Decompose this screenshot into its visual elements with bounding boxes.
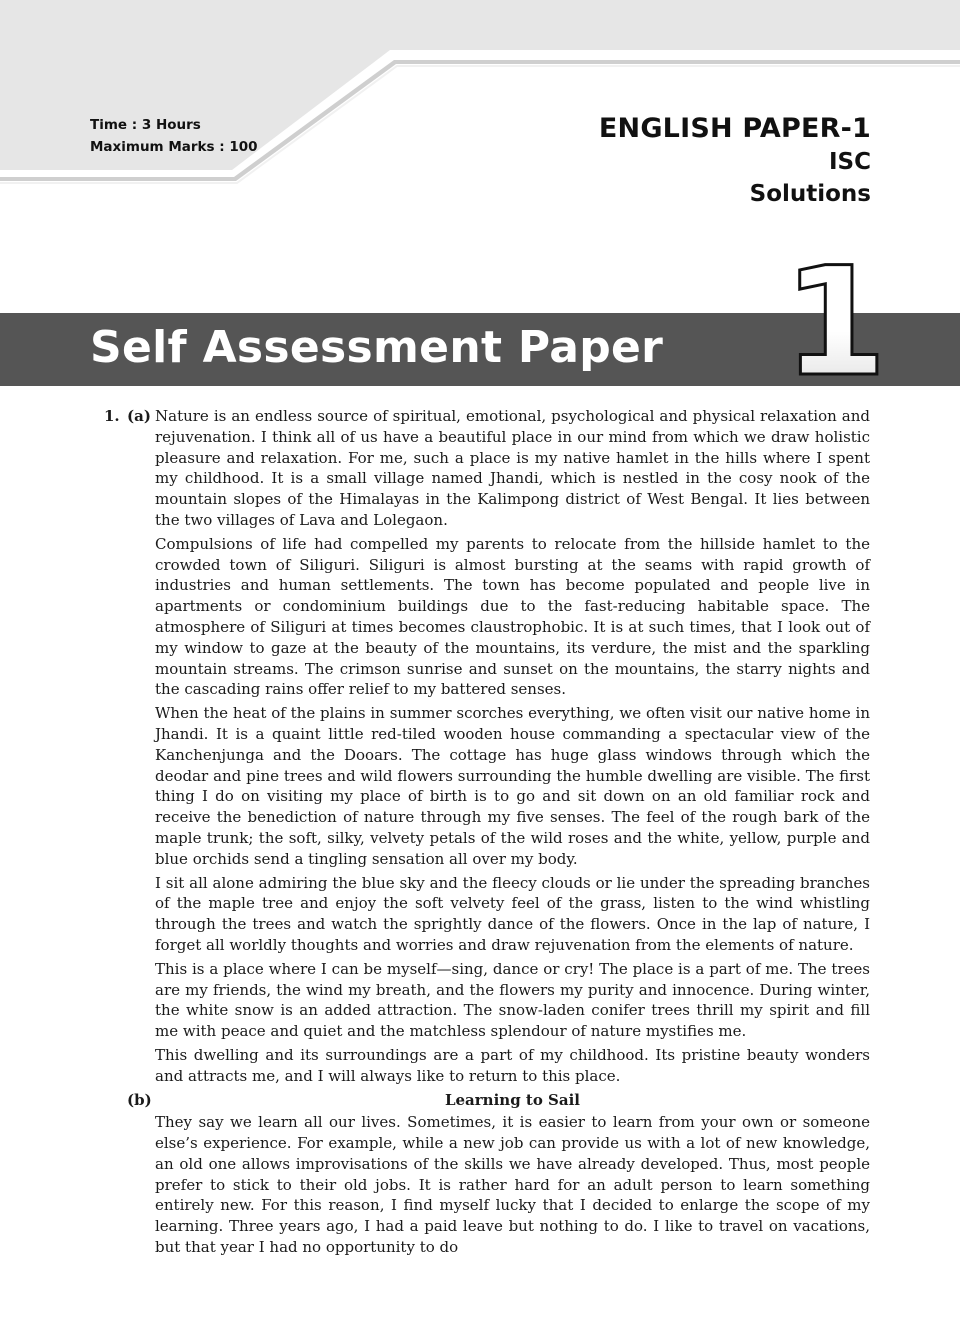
paragraph: When the heat of the plains in summer scorches everything, we often visit our native home in Jhandi. It is a quaint little red-tiled wooden house commanding a spectacular view of the Kanchenjunga and the Dooars. The cottage has huge glass windows through which the deodar and pine trees and wild flowers surrounding the humble dwelling are visible. The first thing I do on visiting my place of birth is to go and sit down on an old familiar rock and receive the benediction of nature through my five senses. The feel of the rough bark of the maple trunk; the soft, silky, velvety petals of the wild roses and the white, yellow, purple and blue orchids send a tingling sensation all over my body. bbox=[155, 704, 870, 868]
subject-title: ENGLISH PAPER-1 bbox=[598, 113, 871, 144]
paragraph: They say we learn all our lives. Sometimes, it is easier to learn from your own or someone else’s experience. For example, while a new job can provide us with a lot of new knowledge, an old one allows improvisations of the skills we have already developed. Thus, most people prefer to stick to their old jobs. It is rather hard for an adult person to learn something entirely new. For this reason, I find myself lucky that I decided to enlarge the scope of my learning. Three years ago, I had a paid leave but nothing to do. I like to travel on vacations, but that year I had no opportunity to do bbox=[155, 1113, 870, 1257]
paper-number bbox=[782, 236, 888, 410]
paragraph: Compulsions of life had compelled my parents to relocate from the hillside hamlet to the crowded town of Siliguri. Siliguri is almost bursting at the seams with rapid growth of industries and human settlements. The town has become populated and people live in apartments or condominium buildings due to the fast-reducing habitable space. The atmosphere of Siliguri at times becomes claustrophobic. It is at such times, that I look out of my window to gaze at the beauty of the mountains, its verdure, the mist and the sparkling mountain streams. The crimson sunrise and sunset on the mountains, the starry nights and the cascading rains offer relief to my battered senses. bbox=[155, 534, 870, 699]
paper-titles bbox=[599, 112, 871, 210]
paragraph: Nature is an endless source of spiritual, emotional, psychological and physical relaxation and rejuvenation. I think all of us have a beautiful place in our mind from which we draw holistic pleasure and relaxation. For me, such a place is my native hamlet in the hills where I spent my childhood. It is a small village named Jhandi, which is nestled in the cosy nook of the mountain slopes of the Himalayas in the Kalimpong district of West Bengal. It lies between the two villages of Lava and Lolegaon. bbox=[155, 407, 870, 529]
paragraph: I sit all alone admiring the blue sky and the fleecy clouds or lie under the spreading branches of the maple tree and enjoy the soft velvety feel of the grass, listen to the wind whistling through the trees and watch the sprightly dance of the flowers. Once in the lap of nature, I forget all worldly thoughts and worries and draw rejuvenation from the elements of nature. bbox=[155, 873, 870, 954]
svg-text:1: 1 bbox=[782, 236, 888, 410]
part-b-label: (b) bbox=[127, 1090, 152, 1109]
page-title: Self Assessment Paper bbox=[90, 322, 664, 373]
essay-heading: Learning to Sail bbox=[444, 1090, 581, 1109]
question-1-part-a bbox=[100, 406, 870, 1087]
question-number: 1. bbox=[104, 407, 120, 425]
exam-meta bbox=[90, 114, 258, 158]
time-label: Time : 3 Hours bbox=[90, 117, 201, 133]
answer-content bbox=[100, 406, 870, 1261]
paragraph: This is a place where I can be myself—sing, dance or cry! The place is a part of me. The trees are my friends, the wind my breath, and the flowers my purity and innocence. During winter, the white snow is an added attraction. The snow-laden conifer trees thrill my spirit and fill me with peace and quiet and the matchless splendour of nature mystifies me. bbox=[155, 959, 870, 1041]
paragraph: This dwelling and its surroundings are a part of my childhood. Its pristine beauty wonders and attracts me, and I will always like to return to this place. bbox=[155, 1045, 870, 1085]
board-label: ISC bbox=[828, 149, 871, 175]
question-1-part-b bbox=[100, 1090, 870, 1258]
max-marks-label: Maximum Marks : 100 bbox=[90, 139, 258, 155]
section-label: Solutions bbox=[749, 181, 871, 207]
part-a-label: (a) bbox=[127, 407, 151, 425]
